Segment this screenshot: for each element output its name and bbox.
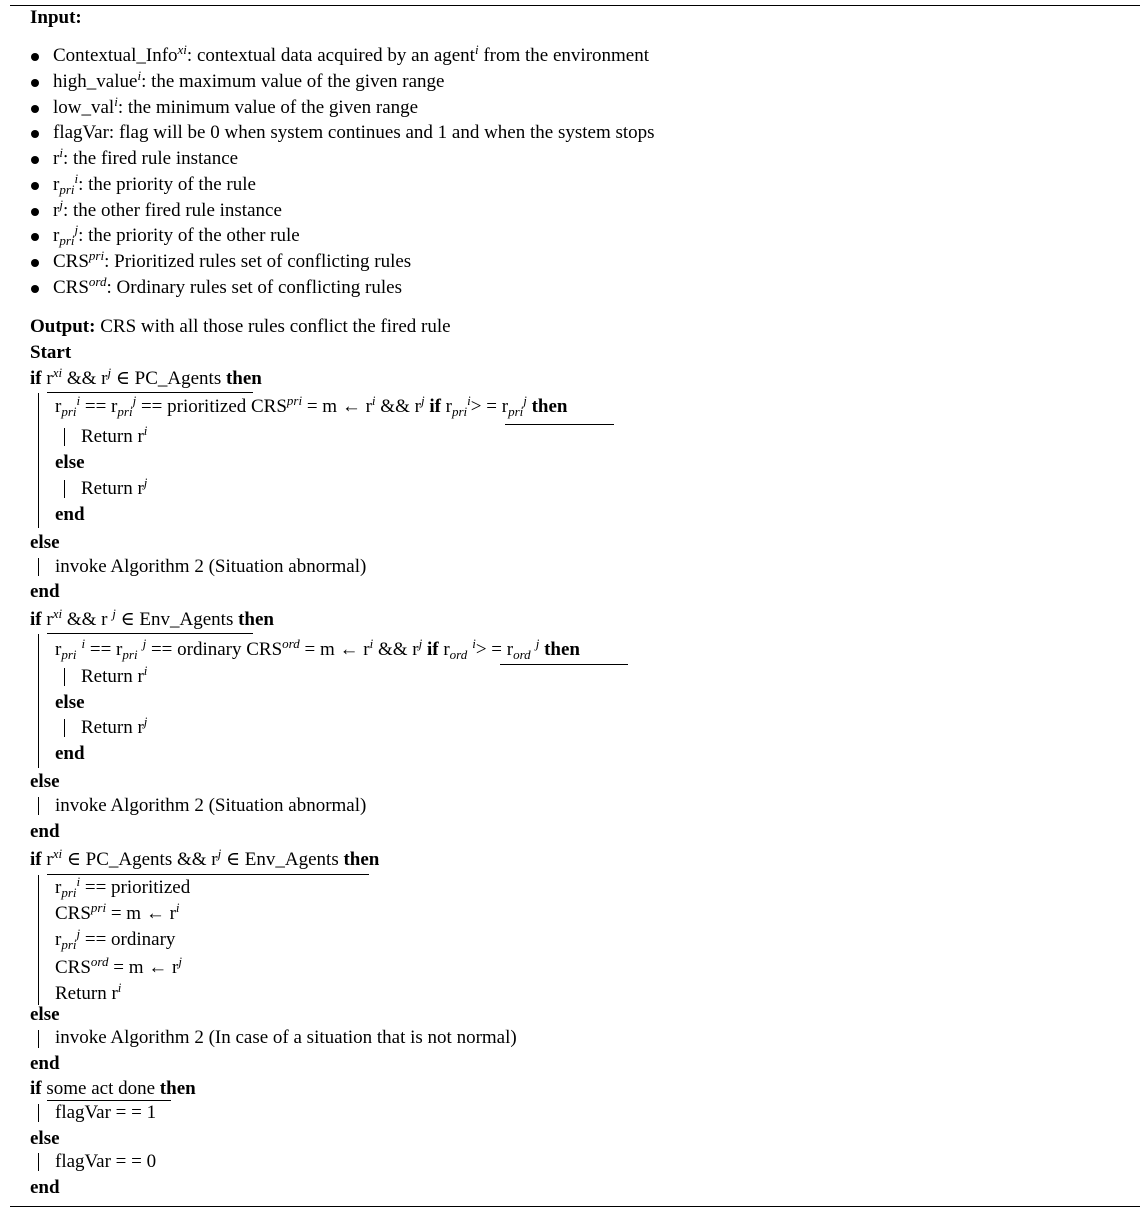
top-rule (10, 5, 1140, 6)
input-item: Contextual_Info$^{xi}$: contextual data acquired by an agent$^i$ from the environment (53, 42, 650, 66)
input-item: $r_{pri}^i$: the priority of the rule (53, 171, 256, 197)
block3-if-line: if $r^{xi}$ ∈ PC_Agents && $r^j$ ∈ Env_Agents then (30, 846, 380, 870)
block2-inner-then-bar (64, 668, 65, 686)
bullet-icon (31, 208, 39, 216)
block1-inner-else-bar (64, 480, 65, 498)
input-item: $r^j$: the other fired rule instance (53, 197, 282, 221)
block2-inner-underline (500, 664, 628, 665)
block2-inner-else: else (55, 692, 85, 713)
input-item: flagVar: flag will be 0 when system continues and 1 and when the system stops (53, 122, 655, 143)
block3-else-text: invoke Algorithm 2 (In case of a situation that is not normal) (55, 1027, 517, 1048)
output-line (30, 316, 451, 338)
block1-else-bar (38, 558, 39, 576)
block2-body-line: $r_{pri}^i == r_{pri}^j$ == ordinary $CRS^{ord} = m$ ← $r^i$ && $r^j$ if $r_{ord}^i> = r_{ord}^j$ then (55, 636, 580, 662)
block4-else-text: flagVar = = 0 (55, 1151, 157, 1172)
block1-then-bar (38, 393, 39, 528)
block1-else: else (30, 532, 60, 553)
block1-else-text: invoke Algorithm 2 (Situation abnormal) (55, 556, 367, 577)
block1-end: end (30, 581, 60, 602)
input-item: low_val$^i$: the minimum value of the given range (53, 94, 419, 118)
bullet-icon (31, 53, 39, 61)
block2-cond-underline (47, 633, 253, 634)
input-item: $CRS^{pri}$: Prioritized rules set of conflicting rules (53, 248, 412, 272)
block2-return-i: Return $r^i$ (81, 663, 148, 687)
block3-line2: $CRS^{pri} = m$ ← $r^i$ (55, 900, 180, 924)
block4-else: else (30, 1128, 60, 1149)
bullet-icon (31, 182, 39, 190)
block3-end: end (30, 1053, 60, 1074)
bullet-icon (31, 259, 39, 267)
bullet-icon (31, 130, 39, 138)
start-keyword: Start (30, 342, 72, 363)
block1-inner-end: end (55, 504, 85, 525)
block1-inner-then-bar (64, 428, 65, 446)
bullet-icon (31, 233, 39, 241)
input-item: $CRS^{ord}$: Ordinary rules set of conflicting rules (53, 274, 402, 298)
input-label: Input: (30, 7, 82, 28)
bullet-icon (31, 156, 39, 164)
block2-end: end (30, 821, 60, 842)
block2-return-j: Return $r^j$ (81, 714, 148, 738)
block3-line1: $r_{pri}^i$ == prioritized (55, 874, 191, 900)
bottom-rule (10, 1206, 1140, 1207)
block1-return-j: Return $r^j$ (81, 475, 148, 499)
block2-inner-end: end (55, 743, 85, 764)
block1-body-line: $r_{pri}^i == r_{pri}^j$ == prioritized $CRS^{pri} = m$ ← $r^i$ && $r^j$ if $r_{pri}^i> = r_{pri}^j$ then (55, 393, 568, 419)
input-item: $r^i$: the fired rule instance (53, 145, 239, 169)
block2-else-text: invoke Algorithm 2 (Situation abnormal) (55, 795, 367, 816)
block3-cond-underline (47, 874, 369, 875)
block4-else-bar (38, 1153, 39, 1171)
block1-inner-underline (505, 424, 614, 425)
block2-else-bar (38, 797, 39, 815)
block2-inner-else-bar (64, 719, 65, 737)
block4-then-bar (38, 1104, 39, 1122)
bullet-icon (31, 79, 39, 87)
output-label: Output: (30, 316, 96, 337)
block2-else: else (30, 771, 60, 792)
block2-then-bar (38, 634, 39, 768)
input-item: high_value$^i$: the maximum value of the given range (53, 68, 445, 92)
input-item: $r_{pri}^j$: the priority of the other rule (53, 222, 300, 248)
block3-else-bar (38, 1030, 39, 1048)
block4-then-text: flagVar = = 1 (55, 1102, 157, 1123)
bullet-icon (31, 105, 39, 113)
block1-return-i: Return $r^i$ (81, 423, 148, 447)
block3-return: Return $r^i$ (55, 980, 122, 1004)
block3-line4: $CRS^{ord} = m$ ← $r^j$ (55, 954, 182, 978)
block3-line3: $r_{pri}^j$ == ordinary (55, 926, 176, 952)
block4-if-line: if some act done then (30, 1078, 196, 1099)
block1-inner-else: else (55, 452, 85, 473)
block4-cond-underline (47, 1100, 171, 1101)
block4-end: end (30, 1177, 60, 1198)
block3-else: else (30, 1004, 60, 1025)
block3-then-bar (38, 875, 39, 1005)
bullet-icon (31, 285, 39, 293)
block2-if-line: if $r^{xi}$ && r $^j$ ∈ Env_Agents then (30, 606, 274, 630)
block1-if-line: if $r^{xi}$ && $r^j$ ∈ PC_Agents then (30, 365, 262, 389)
output-text: CRS with all those rules conflict the fired rule (95, 316, 451, 337)
